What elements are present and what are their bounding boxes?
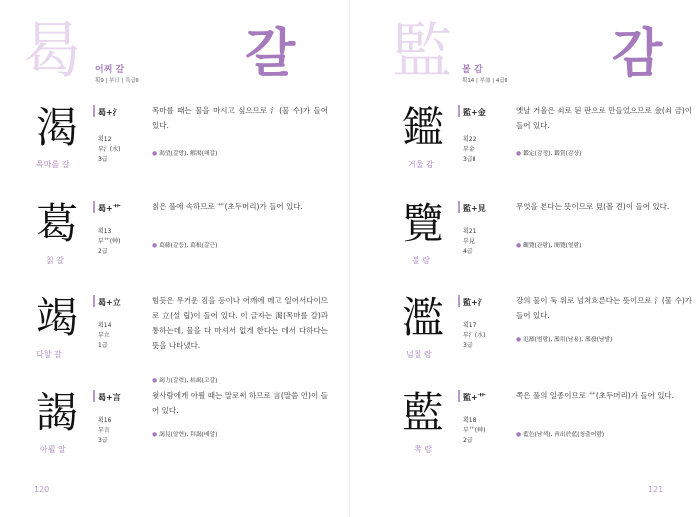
entry-marker	[458, 201, 460, 213]
entry-strokes: 획13	[98, 228, 112, 235]
entry-meta	[463, 227, 476, 257]
entry-strokes: 획18	[463, 417, 477, 424]
entry-formula: 監+氵	[463, 298, 486, 307]
entry-strokes: 획22	[463, 136, 477, 143]
bullet-icon: ●	[152, 243, 158, 249]
entry	[350, 388, 700, 482]
bullet-icon: ●	[516, 432, 522, 438]
entry	[350, 199, 700, 293]
entry-description: 강의 물이 둑 위로 넘쳐흐른다는 뜻이므로 氵(물 수)가 들어 있다.	[516, 296, 692, 320]
entry-strokes: 획17	[463, 322, 477, 329]
entry-meta	[463, 416, 485, 446]
entry-description: 윗사람에게 아뢸 때는 말로써 하므로 言(말씀 언)이 들어 있다.	[152, 391, 328, 415]
header-hanja: 監	[392, 17, 452, 87]
entry	[350, 293, 700, 387]
entry-reading: 목마를 갈	[36, 160, 70, 169]
entry	[0, 199, 350, 293]
entry-words-text: 觀覽(관람), 閱覽(열람)	[523, 243, 582, 249]
entry-description: 힘듯은 무거운 짐을 등이나 어깨에 메고 일어서다이므로 立(설 립)이 들어 있다. 이 글자는 渴(목마를 갈)과 통하는데, 물을 다 마셔서 없게 한다는 데서 다하다는 뜻을 나타냈다.	[152, 296, 328, 350]
entry	[0, 103, 350, 197]
right-page	[350, 0, 700, 517]
entry-meta	[463, 321, 485, 351]
entry-hanja: 竭	[36, 293, 79, 342]
entry-marker	[458, 390, 460, 402]
entry-formula: 曷+立	[98, 298, 121, 307]
bullet-icon: ●	[152, 151, 158, 157]
entry-words-text: 謁見(알현), 拜謁(배알)	[159, 432, 218, 438]
bullet-icon: ●	[516, 337, 522, 343]
entry-strokes: 획21	[463, 228, 477, 235]
entry-description: 옛날 거울은 쇠로 된 판으로 만들었으므로 金(쇠 금)이 들어 있다.	[516, 106, 692, 130]
bullet-icon: ●	[516, 151, 522, 157]
entry-radical: 부氵(水)	[463, 332, 486, 339]
entry-reading: 쪽 람	[414, 445, 432, 454]
entry-strokes: 획16	[98, 417, 112, 424]
bullet-icon: ●	[152, 378, 158, 384]
entry-radical: 부金	[463, 146, 475, 153]
entry-grade: 3급Ⅱ	[463, 156, 476, 163]
entry-description: 무엇을 본다는 뜻이므로 見(볼 견)이 들어 있다.	[516, 202, 670, 211]
entry-grade: 2급	[98, 248, 108, 255]
entry-meta	[98, 135, 120, 165]
entry-grade: 4급	[463, 248, 473, 255]
entry-words-text: 藍色(남색), 靑出於藍(청출어람)	[523, 432, 605, 438]
entry-description: 목마를 때는 물을 마시고 싶으므로 氵(물 수)가 들어 있다.	[152, 106, 328, 130]
entry-reading: 아뢸 알	[40, 445, 66, 454]
entry-grade: 1급	[98, 342, 108, 349]
entry-words-text: 竭力(갈력), 枯竭(고갈)	[159, 378, 218, 384]
entry-strokes: 획14	[98, 322, 112, 329]
entry-words-text: 葛藤(갈등), 葛根(갈근)	[159, 243, 218, 249]
page-number: 121	[648, 485, 664, 494]
entry-grade: 3급	[98, 437, 108, 444]
entry-formula: 監+金	[463, 108, 486, 117]
entry-radical: 부立	[98, 332, 110, 339]
entry-hanja: 鑑	[402, 103, 445, 152]
entry-words	[152, 375, 217, 384]
entry-hanja: 謁	[36, 388, 79, 437]
entry-words	[516, 429, 604, 438]
entry-words-text: 氾濫(범람), 濫用(남용), 濫發(남발)	[523, 337, 613, 343]
entry-strokes: 획12	[98, 136, 112, 143]
header-info: 획14 | 부皿 | 4급Ⅱ	[462, 78, 508, 84]
entry-grade: 2급	[463, 437, 473, 444]
entry-formula: 曷+艹	[98, 204, 121, 213]
entry-description: 쪽은 풀의 일종이므로 艹(초두머리)가 들어 있다.	[516, 391, 675, 400]
entry-hanja: 濫	[402, 293, 445, 342]
header-title: 볼 감	[462, 65, 483, 75]
bullet-icon: ●	[152, 432, 158, 438]
header-hangul: 갈	[245, 24, 296, 84]
entry-words	[152, 240, 217, 249]
entry-radical: 부見	[463, 238, 475, 245]
entry-words	[516, 240, 581, 249]
entry-hanja: 覽	[402, 199, 445, 248]
header-info: 획9 | 부日 | 특급Ⅱ	[95, 78, 139, 84]
entry-reading: 거울 감	[408, 160, 434, 169]
entry-formula: 監+見	[463, 204, 486, 213]
entry-grade: 3급	[98, 156, 108, 163]
entry-formula: 曷+氵	[98, 108, 121, 117]
header-title: 어찌 갈	[95, 65, 125, 75]
entry	[350, 103, 700, 197]
page-number: 120	[34, 485, 50, 494]
entry-words	[516, 148, 581, 157]
entry-radical: 부氵(水)	[98, 146, 121, 153]
entry-words	[152, 148, 217, 157]
entry-meta	[98, 416, 111, 446]
entry-radical: 부艹(艸)	[463, 427, 486, 434]
entry-radical: 부艹(艸)	[98, 238, 121, 245]
entry-hanja: 藍	[402, 388, 445, 437]
entry-radical: 부言	[98, 427, 110, 434]
entry-words	[516, 334, 612, 343]
entry-description: 칡은 풀에 속하므로 艹(초두머리)가 들어 있다.	[152, 202, 303, 211]
entry	[0, 293, 350, 387]
entry-marker	[458, 295, 460, 307]
entry-words	[152, 429, 217, 438]
entry-marker	[458, 105, 460, 117]
entry-marker	[93, 201, 95, 213]
entry-meta	[98, 321, 111, 351]
entry-marker	[93, 295, 95, 307]
entry	[0, 388, 350, 482]
entry-hanja: 渴	[36, 103, 79, 152]
entry-marker	[93, 105, 95, 117]
entry-meta	[463, 135, 476, 165]
entry-formula: 曷+言	[98, 393, 121, 402]
entry-hanja: 葛	[36, 199, 79, 248]
header-hanja: 曷	[22, 17, 82, 87]
bullet-icon: ●	[516, 243, 522, 249]
entry-reading: 볼 람	[412, 256, 430, 265]
entry-words-text: 鑑定(감정), 鑑賞(감상)	[523, 151, 582, 157]
entry-reading: 칡 갈	[46, 256, 64, 265]
entry-meta	[98, 227, 120, 257]
header-hangul: 감	[612, 24, 663, 84]
entry-formula: 監+艹	[463, 393, 486, 402]
entry-reading: 다할 갈	[36, 350, 62, 359]
entry-marker	[93, 390, 95, 402]
entry-grade: 3급	[463, 342, 473, 349]
entry-reading: 넘칠 람	[406, 350, 432, 359]
entry-words-text: 渴望(갈망), 解渴(해갈)	[159, 151, 218, 157]
